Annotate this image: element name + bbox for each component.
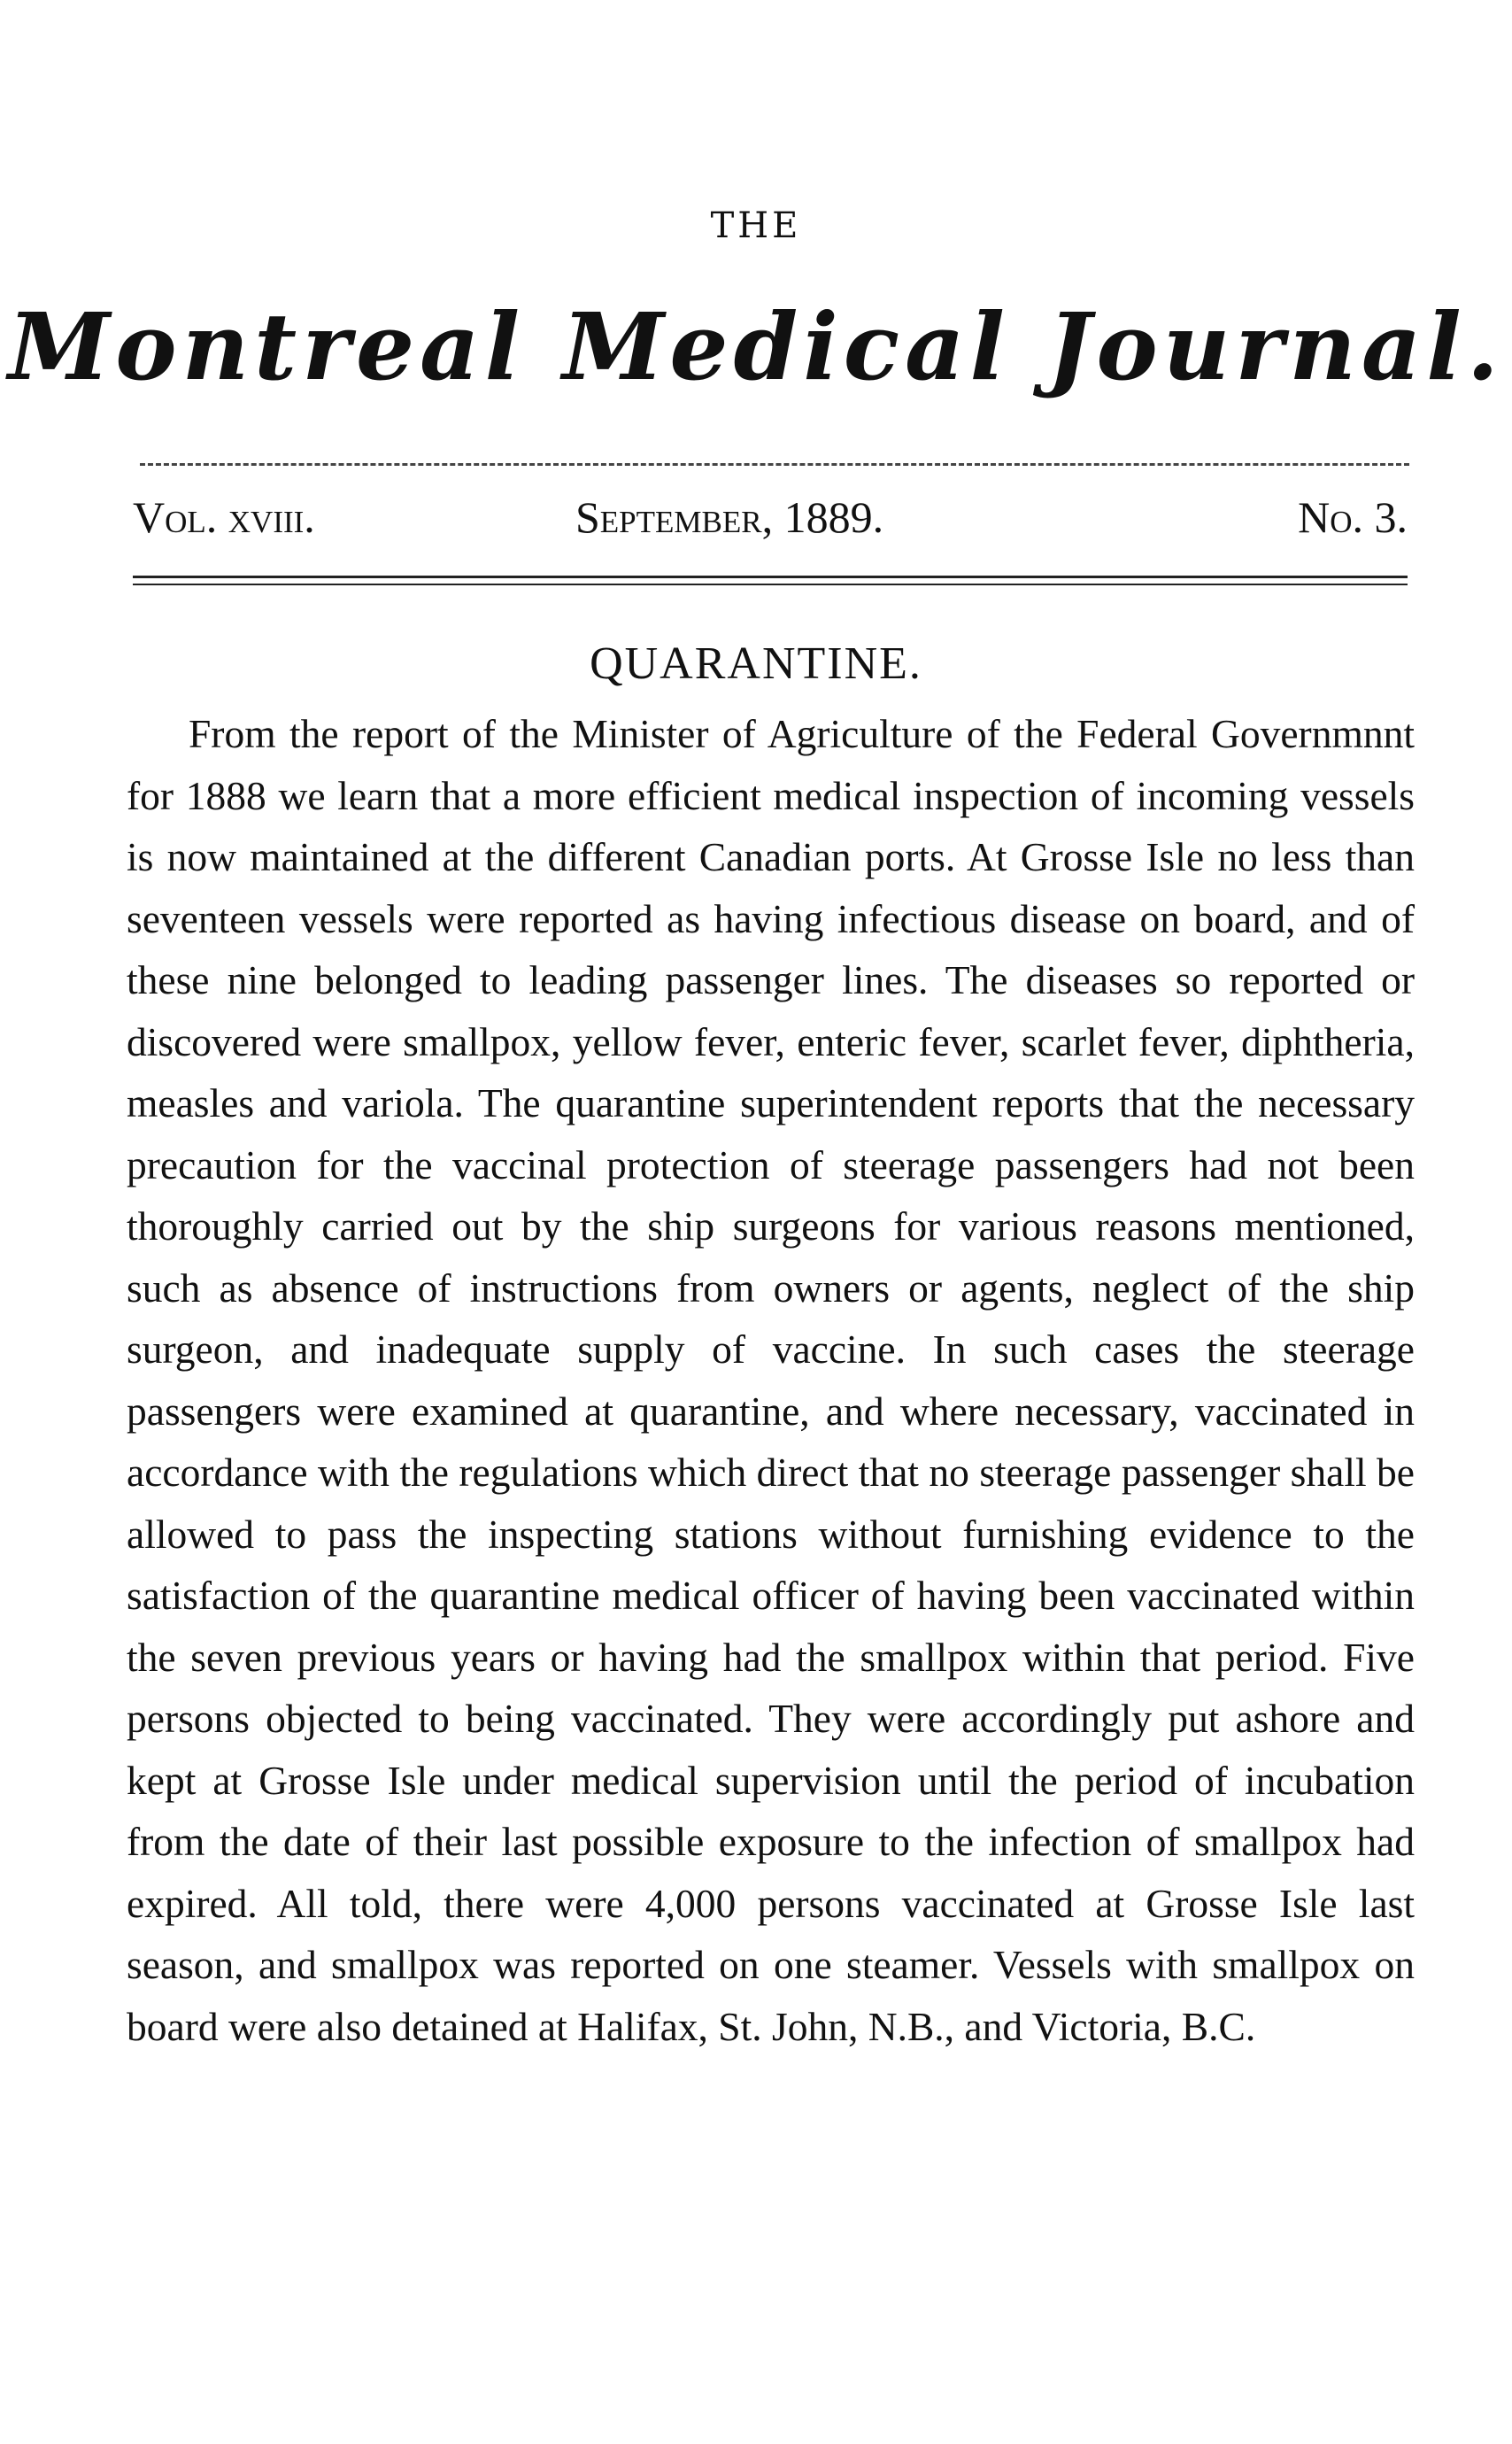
issue-info-line bbox=[133, 491, 1408, 562]
issue-number: No. 3. bbox=[1298, 492, 1408, 542]
masthead-article-word: THE bbox=[710, 205, 802, 246]
double-rule-divider bbox=[133, 576, 1408, 585]
article-body: From the report of the Minister of Agriculture of the Federal Governmnnt for 1888 we learn that a more efficient medical inspection of incoming vessels is now maintained at the different Canadian ports. At Grosse Isle no less than seventeen vessels were reported as having infectious disease on board, and of these nine belonged to leading passenger lines. The diseases so reported or discovered were smallpox, yellow fever, enteric fever, scarlet fever, diphtheria, measles and variola. The quarantine superintendent reports that the necessary precaution for the vaccinal protection of steerage passengers had not been thoroughly carried out by the ship surgeons for various reasons mentioned, such as absence of instructions from owners or agents, neglect of the ship surgeon, and inadequate supply of vaccine. In such cases the steerage passengers were examined at quarantine, and where necessary, vaccinated in accordance with the regulations which direct that no steerage passenger shall be allowed to pass the inspecting stations without furnishing evidence to the satisfaction of the quarantine medical officer of having been vaccinated within the seven previous years or having had the smallpox within that period. Five persons objected to being vaccinated. They were accordingly put ashore and kept at Grosse Isle under medical supervision until the period of incubation from the date of their last possible exposure to the infection of smallpox had expired. All told, there were 4,000 persons vaccinated at Grosse Isle last season, and smallpox was reported on one steamer. Vessels with smallpox on board were also detained at Halifax, St. John, N.B., and Victoria, B.C. bbox=[127, 711, 1415, 2049]
volume-label: Vol. xviii. bbox=[133, 492, 315, 542]
issue-date: September, 1889. bbox=[575, 492, 884, 542]
article-title: QUARANTINE. bbox=[590, 638, 922, 689]
dashed-divider bbox=[140, 463, 1409, 466]
journal-title: Montreal Medical Journal. bbox=[8, 292, 1504, 401]
